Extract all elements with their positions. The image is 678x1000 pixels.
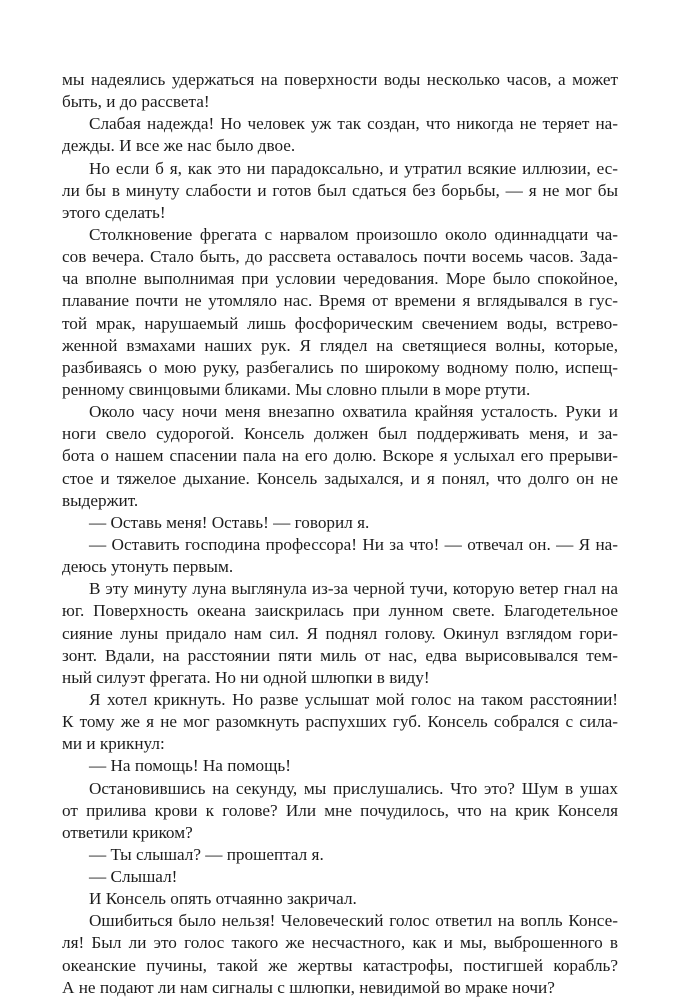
text-line: Столкновение фрегата с нарвалом произошло около одиннадцати ча- <box>89 224 618 244</box>
text-line: этого сделать! <box>62 202 166 222</box>
text-line: Ошибиться было нельзя! Человеческий голос ответил на вопль Консе- <box>89 911 618 931</box>
text-line: К тому же я не мог разомкнуть распухших губ. Консель собрался с сила- <box>62 712 618 732</box>
text-line: — Оставь меня! Оставь! — говорил я. <box>89 512 370 532</box>
paragraph <box>62 755 618 777</box>
text-line: ноги свело судорогой. Консель должен был поддерживать меня, и за- <box>62 424 618 444</box>
paragraph <box>62 910 618 999</box>
paragraph <box>62 689 618 755</box>
paragraph <box>62 866 618 888</box>
text-line: Остановившись на секунду, мы прислушались. Что это? Шум в ушах <box>89 778 618 798</box>
paragraph <box>62 778 618 844</box>
text-line: разбиваясь о мою руку, разбегались по широкому водному полю, испещ- <box>62 357 618 377</box>
text-line: плавание почти не утомляло нас. Время от времени я вглядывался в гус- <box>62 291 618 311</box>
text-line: — Ты слышал? — прошептал я. <box>89 844 324 864</box>
text-line: мы надеялись удержаться на поверхности воды несколько часов, а может <box>62 70 618 89</box>
text-line: деюсь утонуть первым. <box>62 557 234 577</box>
text-line: ответили криком? <box>62 822 193 842</box>
body-text <box>62 69 618 999</box>
paragraph <box>62 578 618 689</box>
paragraph <box>62 113 618 157</box>
text-line: быть, и до рассвета! <box>62 92 210 112</box>
text-line: стое и тяжелое дыхание. Консель задыхался, и я понял, что долго он не <box>62 468 618 488</box>
paragraph <box>62 888 618 910</box>
text-line: той мрак, нарушаемый лишь фосфорическим свечением воды, встрево- <box>62 313 618 333</box>
text-line: ли бы в минуту слабости и готов был сдаться без борьбы, — я не мог бы <box>62 180 618 200</box>
text-line: бота о нашем спасении пала на его долю. Вскоре я услыхал его прерыви- <box>62 446 618 466</box>
text-line: юг. Поверхность океана заискрилась при лунном свете. Благодетельное <box>62 601 618 621</box>
paragraph <box>62 401 618 512</box>
text-line: ми и крикнул: <box>62 734 165 754</box>
paragraph <box>62 158 618 224</box>
text-line: ча вполне выполнимая при условии чередования. Море было спокойное, <box>62 269 618 289</box>
paragraph <box>62 69 618 113</box>
text-line: сов вечера. Стало быть, до рассвета оставалось почти восемь часов. Зада- <box>62 247 618 267</box>
text-line: от прилива крови к голове? Или мне почудилось, что на крик Конселя <box>62 800 618 820</box>
paragraph <box>62 224 618 401</box>
text-line: И Консель опять отчаянно закричал. <box>89 889 357 909</box>
text-line: Я хотел крикнуть. Но разве услышат мой голос на таком расстоянии! <box>89 689 618 709</box>
paragraph <box>62 512 618 534</box>
text-line: дежды. И все же нас было двое. <box>62 136 296 156</box>
text-line: ренному свинцовыми бликами. Мы словно плыли в море ртути. <box>62 379 531 399</box>
text-line: В эту минуту луна выглянула из-за черной тучи, которую ветер гнал на <box>89 579 618 599</box>
text-line: Около часу ночи меня внезапно охватила крайняя усталость. Руки и <box>89 402 618 422</box>
text-line: — Слышал! <box>89 867 178 887</box>
text-line: сияние луны придало нам сил. Я поднял голову. Окинул взглядом гори- <box>62 623 618 643</box>
paragraph <box>62 844 618 866</box>
text-line: А не подают ли нам сигналы с шлюпки, невидимой во мраке ночи? <box>62 977 555 997</box>
text-line: Слабая надежда! Но человек уж так создан, что никогда не теряет на- <box>89 114 618 134</box>
text-line: зонт. Вдали, на расстоянии пяти миль от нас, едва вырисовывался тем- <box>62 645 618 665</box>
text-line: ный силуэт фрегата. Но ни одной шлюпки в виду! <box>62 667 430 687</box>
text-line: — На помощь! На помощь! <box>89 756 291 776</box>
text-line: океанские пучины, такой же жертвы катастрофы, постигшей корабль? <box>62 955 618 975</box>
text-line: выдержит. <box>62 490 139 510</box>
text-line: Но если б я, как это ни парадоксально, и утратил всякие иллюзии, ес- <box>89 158 618 178</box>
text-line: ля! Был ли это голос такого же несчастного, как и мы, выброшенного в <box>62 933 618 953</box>
paragraph <box>62 534 618 578</box>
text-line: — Оставить господина профессора! Ни за что! — отвечал он. — Я на- <box>89 534 618 554</box>
text-line: женной взмахами наших рук. Я глядел на светящиеся волны, которые, <box>62 335 618 355</box>
